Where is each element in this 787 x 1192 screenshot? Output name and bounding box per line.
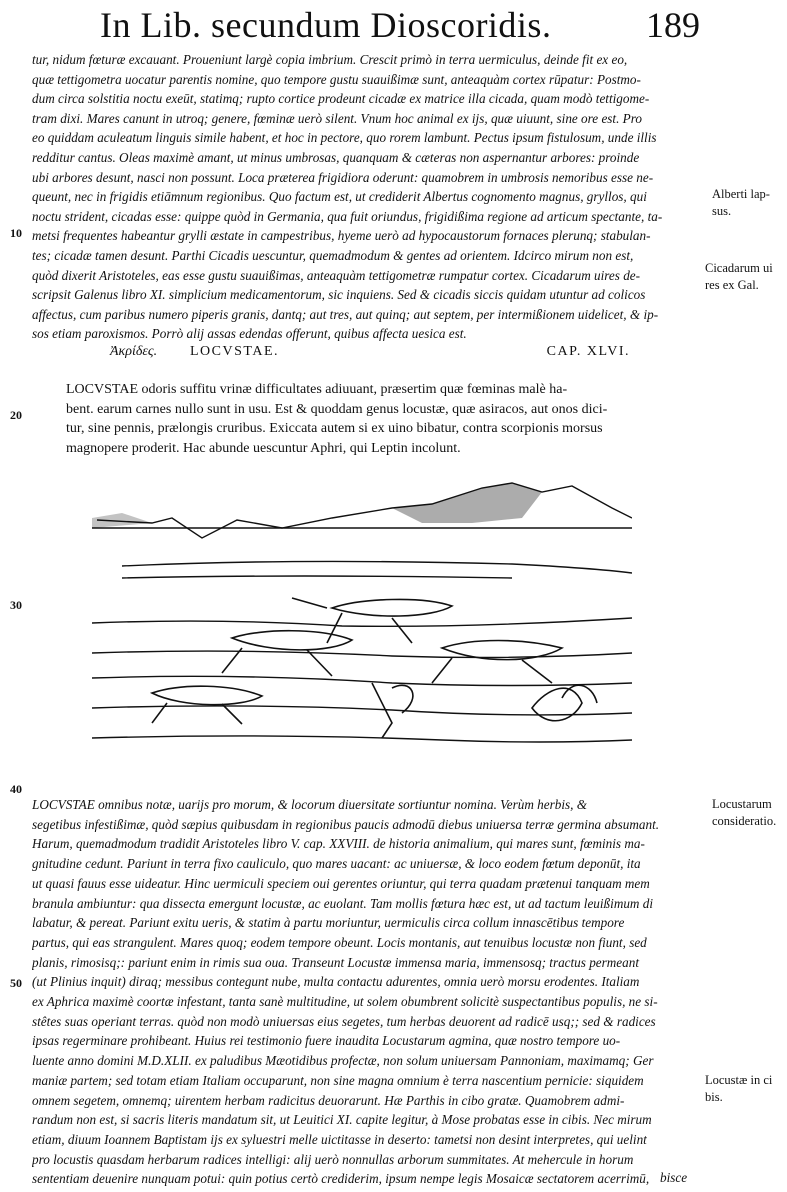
- line-number: 40: [10, 782, 22, 796]
- text-line: ut quasi fauus esse uideatur. Hinc uermiculi speciem oui gerentes oriuntur, qui terra quadam prætenui tanquam mem: [32, 875, 650, 891]
- text-line: ipsas regerminare prohibeant. Huius rei testimonio fuere inaudita Locustarum agmina, quæ nostro tempore uo-: [32, 1033, 621, 1049]
- text-line: redditur cantus. Oleas maximè amant, ut minus umbrosas, quanquam & cæteras non aspernantur arbores: proinde: [32, 149, 640, 165]
- text-line: dum circa solstitia noctu exeūt, statimq; rupto cortice prodeunt cicadæ ex matrice illa cicada, quam modò tettigome-: [32, 91, 650, 107]
- text-line: planis, rimosisq;: pariunt enim in rimis sua oua. Transeunt Locustæ immensa maria, immensosq; tractus permeant: [32, 954, 640, 970]
- margin-note-alberti: [712, 186, 770, 220]
- locusts-woodcut-illustration: [92, 478, 632, 768]
- text-line: ubi arbores desunt, nasci non possunt. Loca præterea frigidiora oderunt: quamobrem in umbrosis nemoribus esse ne-: [32, 169, 654, 185]
- paragraph-locustae-uses: [66, 380, 696, 458]
- margin-note-line: Cicadarum ui: [705, 261, 773, 275]
- text-line: segetibus infestißimæ, quòd sæpius quibusdam in regionibus paucis admodū diebus uniuersa terræ germina absumant.: [32, 816, 660, 832]
- margin-note-line: Locustarum: [712, 797, 772, 811]
- line-number: 50: [10, 976, 22, 990]
- text-line: queunt, nec in frigidis etiāmnum regionibus. Quo factum est, ut crediderit Albertus cognomento magnus, gryllos, qui: [32, 189, 647, 205]
- text-line: etiam, diuum Ioannem Baptistam ijs ex syluestri melle uictitasse in deserto: tametsi non desint interpretes, qui uelint: [32, 1131, 647, 1147]
- text-line: eo quiddam aculeatum linguis simile habent, et hoc in pectore, quo rorem lambunt. Pectus ipsum fistulosum, unde illis: [32, 130, 657, 146]
- chapter-latin-title: LOCVSTAE.: [190, 344, 279, 359]
- text-line: luente anno domini M.D.XLII. ex paludibus Mæotidibus profectæ, non solum uniuersam Pannoniam, maximamq; Ger: [32, 1053, 654, 1069]
- text-line: tur, sine pennis, prælongis cruribus. Exiccata autem si ex uino bibatur, contra scorpionis morsus: [66, 421, 603, 436]
- text-line: tes; cicadæ tamen desunt. Parthi Cicadis uescuntur, quemadmodum & gentes ad orientem. Idcirco mirum non est,: [32, 247, 634, 263]
- text-line: gnitudine cedunt. Pariunt in terra fixo cauliculo, quo mares uacant: ac uniuersæ, & loco eodem fœtum deponūt, ita: [32, 856, 641, 872]
- text-line: tram dixi. Mares canunt in utroq; genere, fœminæ uerò silent. Vnum hoc animal ex ijs, quæ uiuunt, sine ore est. Pro: [32, 110, 642, 126]
- margin-note-locustarum: [712, 796, 776, 830]
- text-line: maniæ partem; sed totam etiam Italiam occuparunt, non sine magna omnium è terra nascentium pernicie: siquidem: [32, 1072, 644, 1088]
- chapter-number: CAP. XLVI.: [546, 344, 630, 359]
- text-line: quæ tettigometra uocatur parentis nomine, quo tempore gustu suauißimæ sunt, anteaquàm cortex rūpatur: Postmo-: [32, 71, 641, 87]
- line-number: 10: [10, 226, 22, 240]
- text-line: LOCVSTAE odoris suffitu vrinæ difficultates adiuuant, præsertim quæ fœminas malè ha-: [66, 382, 568, 397]
- margin-note-locustae-in-cibis: [705, 1072, 772, 1106]
- text-line: labatur, & pereat. Pariunt exitu ueris, & statim à partu moriuntur, uermiculis circa collum innascētibus tempore: [32, 915, 625, 931]
- text-line: partus, qui eas strangulent. Mares quoq; eodem tempore obeunt. Locis montanis, aut tenuibus locustæ non fiunt, sed: [32, 934, 647, 950]
- text-line: (ut Plinius inquit) diraq; messibus contegunt nube, multa contactu adurentes, omnia uerò morsu erodentes. Italiam: [32, 974, 640, 990]
- text-line: sos etiam paroxismos. Porrò alij assas edendas offerunt, quibus affecta uesica est.: [32, 326, 467, 342]
- catchword: bisce: [660, 1170, 688, 1185]
- text-line: omnem segetem, omnemq; uirentem herbam radicitus deuorarunt. Hæ Parthis in cibo gratæ. Quamobrem admi-: [32, 1092, 625, 1108]
- text-line: scripsit Galenus libro XI. simplicium medicamentorum, sic inquiens. Sed & cicadis siccis quidam utuntur ad colicos: [32, 287, 646, 303]
- chapter-heading: [110, 344, 630, 364]
- margin-note-line: bis.: [705, 1090, 723, 1104]
- margin-note-line: Alberti lap-: [712, 187, 770, 201]
- text-line: Harum, quemadmodum tradidit Aristoteles libro V. cap. XXVIII. de historia animalium, qui mares sunt, fœminis ma-: [32, 836, 645, 852]
- page-number: 189: [646, 5, 700, 45]
- margin-note-line: Locustæ in ci: [705, 1073, 773, 1087]
- text-line: affectus, cum paribus numero piperis granis, dantq; aut tres, aut quinq; aut septem, per intermißionem uidelicet, & ip-: [32, 306, 659, 322]
- text-line: pro locustis quasdam herbarum radices intelligi: alij uerò nonnullas arborum summitates. At mehercule in horum: [32, 1151, 634, 1167]
- text-line: bent. earum carnes nullo sunt in usu. Est & quoddam genus locustæ, quæ asiracos, aut onos dici-: [66, 401, 608, 417]
- text-line: branula ambiuntur: qua dissecta emergunt locustæ, ac euolant. Tam mollis fœtura hæc est, ut ad tactum leuißimum di: [32, 895, 654, 911]
- text-line: LOCVSTAE omnibus notæ, uarijs pro morum, & locorum diuersitate sortiuntur nomina. Verùm herbis, &: [32, 797, 587, 812]
- text-line: sententiam deuenire nunquam potui: quin potius certò crediderim, ipsum nempe legis Mosaicæ sectatorem acerrimū,: [32, 1171, 650, 1187]
- text-line: metsi frequentes habeantur grylli æstate in campestribus, hyeme uerò ad hypocaustorum fornaces plerunq; stabulan-: [32, 228, 651, 244]
- text-line: magnopere proderit. Hac abunde uescuntur Aphri, qui Leptin incolunt.: [66, 440, 461, 456]
- text-line: quòd dixerit Aristoteles, eas esse gustu suauißimas, anteaquàm tettigometræ rumpatur cortex. Cicadarum uires de-: [32, 267, 641, 283]
- running-head: [100, 4, 700, 44]
- text-line: randum non est, si sacris literis mandatum sit, ut Leuitici XI. capite legitur, à Mose probatas esse in cibis. Nec mirum: [32, 1112, 652, 1128]
- running-title: In Lib. secundum Dioscoridis.: [100, 5, 552, 45]
- text-line: noctu strident, cicadas esse: quippe quòd in Germania, qua fuit oriundus, frigidißima regione ad articum spectante, ta-: [32, 208, 663, 224]
- margin-note-cicadarum: [705, 260, 773, 294]
- margin-note-line: sus.: [712, 204, 732, 218]
- paragraph-cicadae: [32, 50, 698, 344]
- line-number: 20: [10, 408, 22, 422]
- margin-note-line: consideratio.: [712, 814, 777, 828]
- text-line: stêtes suas operiant terras. quòd non modò uniuersas eius segetes, tum herbas deuorent ad radicē usq;; sed & radices: [32, 1013, 656, 1029]
- text-line: tur, nidum fœturæ excauant. Proueniunt largè copia imbrium. Crescit primò in terra uermiculus, deinde fit ex eo,: [32, 52, 628, 67]
- chapter-greek-title: Ἀκρίδες.: [110, 344, 158, 359]
- margin-note-line: res ex Gal.: [705, 278, 759, 292]
- text-line: ex Aphrica maximè coortæ infestant, tanta sanè multitudine, ut solem obumbrent solicitè suspectantibus populis, ne si-: [32, 994, 658, 1010]
- line-number: 30: [10, 598, 22, 612]
- paragraph-locustae-description: [32, 795, 700, 1189]
